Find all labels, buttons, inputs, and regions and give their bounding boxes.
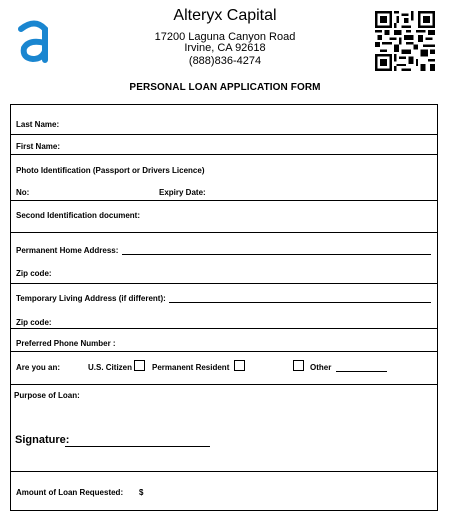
permanent-address-label: Permanent Home Address: bbox=[16, 246, 119, 255]
divider bbox=[11, 328, 437, 329]
purpose-label: Purpose of Loan: bbox=[14, 391, 80, 400]
id-number-label: No: bbox=[16, 188, 30, 197]
last-name-label: Last Name: bbox=[16, 120, 60, 129]
qr-code-icon bbox=[375, 11, 435, 71]
photo-id-label: Photo Identification (Passport or Drivers Licence) bbox=[16, 166, 205, 175]
zip-code-label: Zip code: bbox=[16, 269, 52, 278]
signature-field[interactable] bbox=[65, 446, 210, 447]
phone-number-label: Preferred Phone Number : bbox=[16, 339, 116, 348]
form-title: PERSONAL LOAN APPLICATION FORM bbox=[129, 82, 321, 93]
temporary-address-label: Temporary Living Address (if different): bbox=[16, 294, 166, 303]
company-phone: (888)836-4274 bbox=[188, 55, 262, 67]
permanent-resident-label: Permanent Resident bbox=[152, 363, 230, 372]
company-name: Alteryx Capital bbox=[173, 7, 277, 24]
divider bbox=[11, 134, 437, 135]
divider bbox=[11, 283, 437, 284]
divider bbox=[11, 471, 437, 472]
amount-label: Amount of Loan Requested: bbox=[16, 488, 124, 497]
expiry-date-label: Expiry Date: bbox=[159, 188, 206, 197]
other-checkbox[interactable] bbox=[293, 360, 304, 371]
are-you-an-label: Are you an: bbox=[16, 363, 61, 372]
temporary-address-field[interactable] bbox=[169, 302, 431, 303]
permanent-address-field[interactable] bbox=[122, 254, 431, 255]
loan-application-form bbox=[10, 104, 438, 511]
us-citizen-checkbox[interactable] bbox=[134, 360, 145, 371]
other-label: Other bbox=[310, 363, 332, 372]
divider bbox=[11, 232, 437, 233]
divider bbox=[11, 200, 437, 201]
first-name-label: First Name: bbox=[16, 142, 61, 151]
divider bbox=[11, 351, 437, 352]
zip-code-label: Zip code: bbox=[16, 318, 52, 327]
address-line-2: Irvine, CA 92618 bbox=[184, 42, 266, 54]
alteryx-logo-icon bbox=[15, 20, 55, 64]
signature-label: Signature: bbox=[15, 434, 70, 446]
address-line-1: 17200 Laguna Canyon Road bbox=[154, 31, 296, 43]
us-citizen-label: U.S. Citizen bbox=[88, 363, 133, 372]
divider bbox=[11, 154, 437, 155]
divider bbox=[11, 384, 437, 385]
second-id-label: Second Identification document: bbox=[16, 211, 141, 220]
currency-symbol: $ bbox=[139, 488, 144, 497]
permanent-resident-checkbox[interactable] bbox=[234, 360, 245, 371]
other-field[interactable] bbox=[336, 371, 387, 372]
